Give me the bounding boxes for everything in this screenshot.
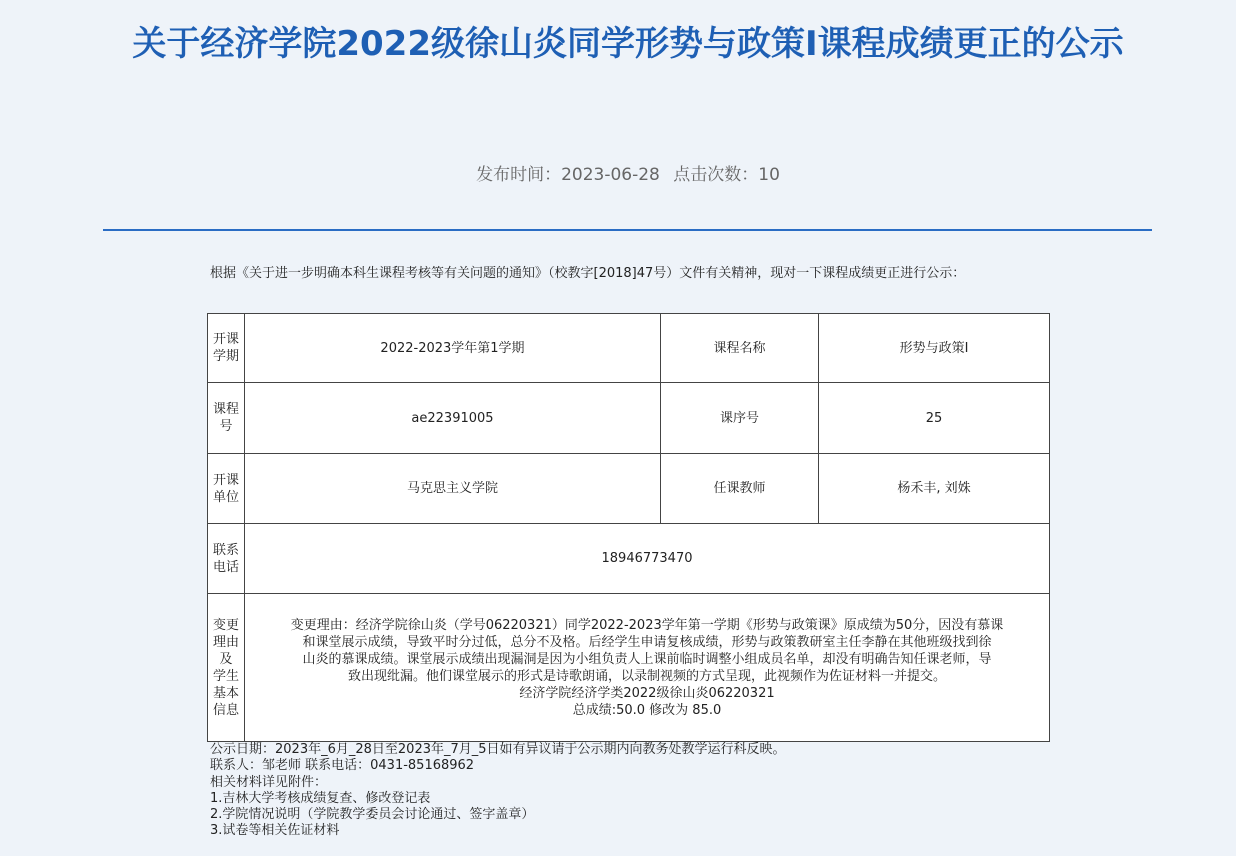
course-no-value: ae22391005 [245,383,661,454]
section-label: 课序号 [661,383,819,454]
dept-label: 开课 单位 [208,454,245,524]
intro-paragraph: 根据《关于进一步明确本科生课程考核等有关问题的通知》（校教字[2018]47号）文件有关精神，现对一下课程成绩更正进行公示： [210,266,966,281]
table-row [208,383,1050,454]
publish-info [476,165,660,185]
dept-value: 马克思主义学院 [245,454,661,524]
clicks-info [673,165,780,185]
clicks-label: 点击次数： [673,165,759,185]
grade-correction-table [207,313,1050,742]
attachment-item: 2.学院情况说明（学院教学委员会讨论通过、签字盖章） [210,807,535,823]
table-row [208,454,1050,524]
contact-info: 联系人：邹老师 联系电话：0431-85168962 [210,758,475,774]
course-name-value: 形势与政策Ⅰ [819,314,1050,383]
term-value: 2022-2023学年第1学期 [245,314,661,383]
attachment-item: 3.试卷等相关佐证材料 [210,823,340,839]
notice-footer [210,742,1110,840]
attachment-item: 1.吉林大学考核成绩复查、修改登记表 [210,790,431,806]
course-name-label: 课程名称 [661,314,819,383]
term-label: 开课 学期 [208,314,245,383]
teacher-value: 杨禾丰, 刘姝 [819,454,1050,524]
phone-label: 联系 电话 [208,524,245,594]
attachments-heading: 相关材料详见附件： [210,774,328,790]
publish-label: 发布时间： [476,165,562,185]
course-no-label: 课程 号 [208,383,245,454]
section-value: 25 [819,383,1050,454]
phone-value: 18946773470 [245,524,1050,594]
teacher-label: 任课教师 [661,454,819,524]
reason-label: 变更 理由 及 学生 基本 信息 [208,594,245,742]
title-divider [103,229,1152,231]
table-row [208,524,1050,594]
page-title: 关于经济学院2022级徐山炎同学形势与政策I课程成绩更正的公示 [132,24,1124,64]
notice-period: 公示日期：2023年_6月_28日至2023年_7月_5日如有异议请于公示期内向教务处教学运行科反映。 [210,742,786,757]
publish-date: 2023-06-28 [561,165,660,185]
table-row [208,314,1050,383]
table-row [208,594,1050,742]
clicks-count: 10 [758,165,780,185]
reason-text: 变更理由：经济学院徐山炎（学号06220321）同学2022-2023学年第一学期《形势与政策课》原成绩为50分，因没有慕课 和课堂展示成绩，导致平时分过低，总分不及格。后经学生申请复核成绩，形势与政策教研室主任李静在其他班级找到徐 山炎的慕课成绩。课堂展示成绩出现漏洞是因为小组负责人上课前临时调整小组成员名单，却没有明确告知任课老师，导 致出现纰漏。他们课堂展示的形式是诗歌朗诵，以录制视频的方式呈现，此视频作为佐证材料一并提交。 经济学院经济学类2022级徐山炎06220321 总成绩:50.0 修改为 85.0 [245,594,1050,742]
article-meta [100,160,1156,185]
